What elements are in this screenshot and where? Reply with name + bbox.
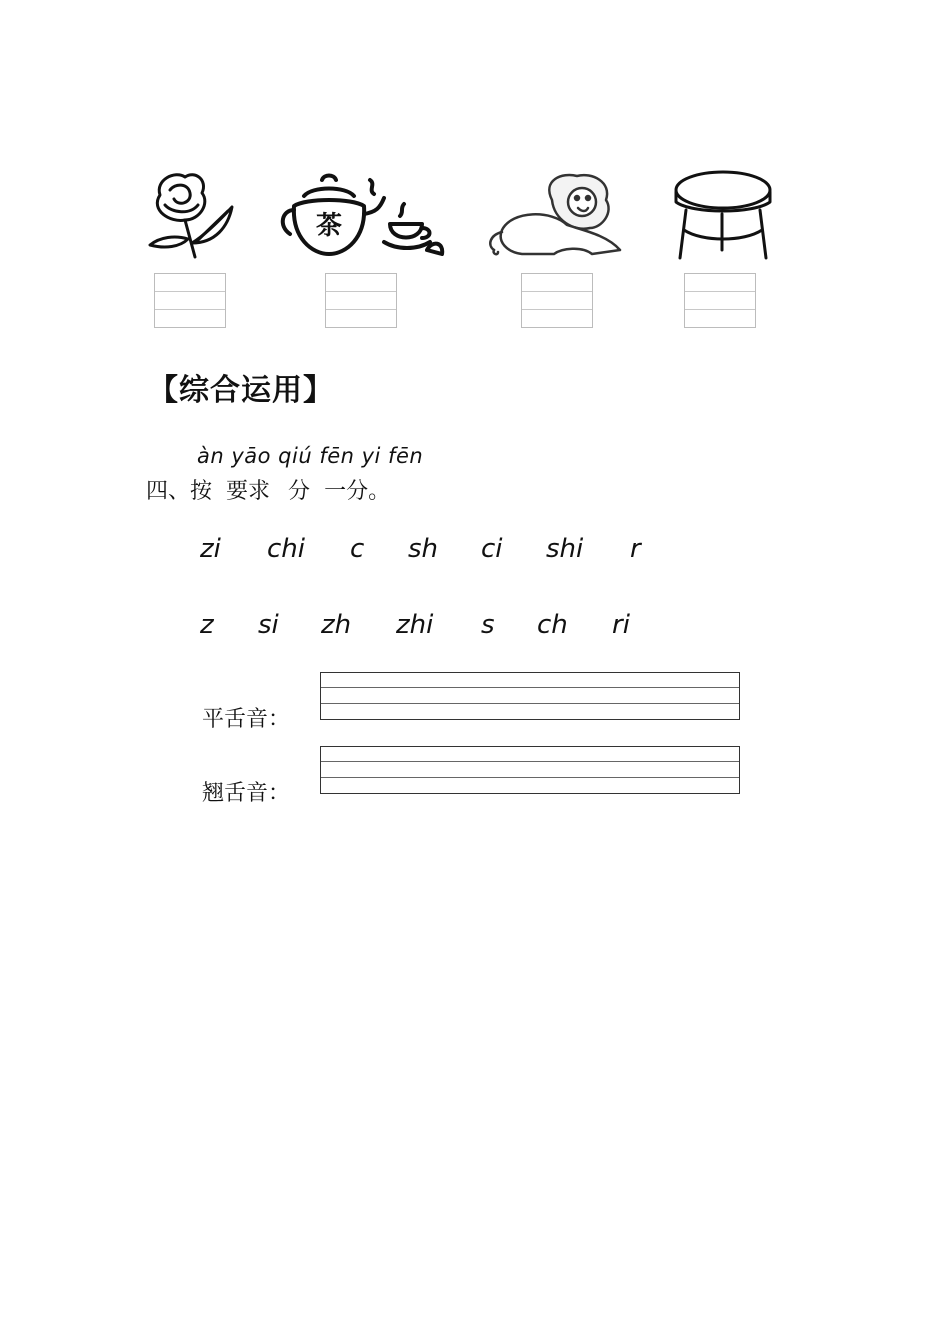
rose-image	[140, 165, 240, 265]
pinyin-token: zhi	[396, 610, 434, 640]
question-pinyin: àn yāo qiú fēn yi fēn	[197, 444, 424, 468]
pinyin-token: chi	[267, 534, 305, 564]
pinyin-token: zi	[200, 534, 221, 564]
writing-box[interactable]	[154, 273, 226, 328]
writing-box[interactable]	[684, 273, 756, 328]
pinyin-token: s	[481, 610, 495, 640]
writing-box[interactable]	[325, 273, 397, 328]
flat-tongue-label: 平舌音：	[202, 707, 291, 732]
section-title: 【综合运用】	[148, 373, 334, 408]
pinyin-token: ri	[612, 610, 630, 640]
pinyin-token: shi	[546, 534, 584, 564]
question-text	[146, 474, 390, 505]
question-word: 按	[190, 479, 213, 504]
teapot-caption: 茶	[315, 211, 343, 241]
teapot-image	[272, 168, 447, 263]
pinyin-token: ch	[537, 610, 568, 640]
question-number: 四、	[146, 479, 191, 504]
lion-image	[482, 170, 627, 265]
retroflex-answer-box[interactable]	[320, 746, 740, 794]
pinyin-token: c	[350, 534, 365, 564]
flat-tongue-answer-box[interactable]	[320, 672, 740, 720]
pinyin-token: r	[630, 534, 641, 564]
pinyin-token: ci	[481, 534, 503, 564]
pinyin-token: sh	[408, 534, 439, 564]
question-word: 一分。	[324, 479, 391, 504]
pinyin-token: si	[258, 610, 279, 640]
writing-box[interactable]	[521, 273, 593, 328]
question-word: 要求	[226, 479, 271, 504]
pinyin-token: z	[200, 610, 214, 640]
question-word: 分	[288, 479, 311, 504]
pinyin-token: zh	[321, 610, 352, 640]
retroflex-label: 翘舌音：	[202, 781, 291, 806]
stool-image	[672, 168, 774, 263]
